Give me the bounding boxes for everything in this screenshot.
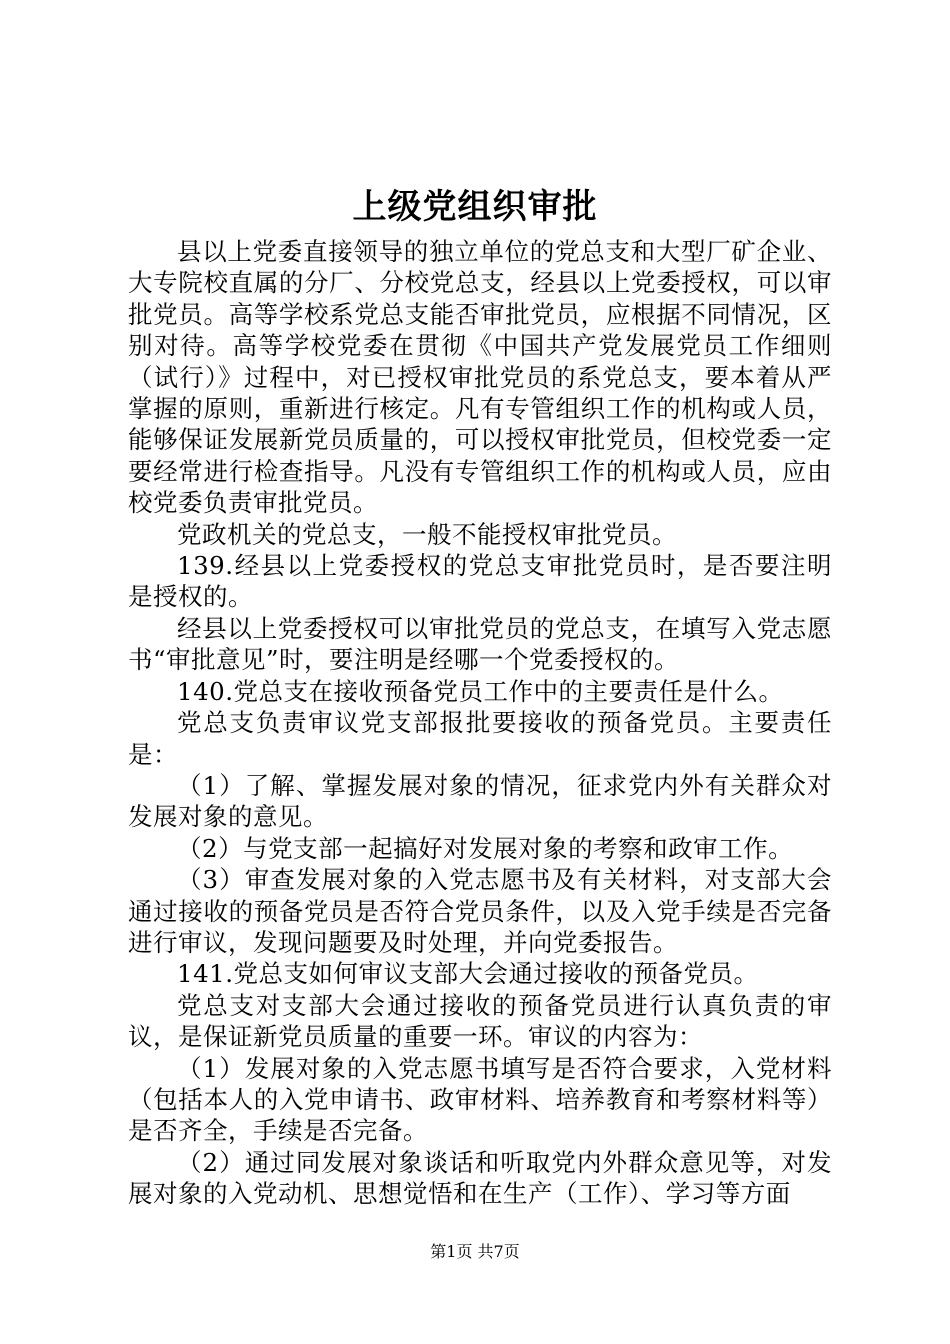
body-paragraph: 县以上党委直接领导的独立单位的党总支和大型厂矿企业、大专院校直属的分厂、分校党总支，经县以上党委授权，可以审批党员。高等学校系党总支能否审批党员，应根据不同情况，区别对待。高等学校党委在贯彻《中国共产党发展党员工作细则（试行）》过程中，对已授权审批党员的系党总支，要本着从严掌握的原则，重新进行核定。凡有专管组织工作的机构或人员，能够保证发展新党员质量的，可以授权审批党员，但校党委一定要经常进行检查指导。凡没有专管组织工作的机构或人员，应由校党委负责审批党员。 — [128, 237, 832, 518]
list-item: （2）通过同发展对象谈话和听取党内外群众意见等，对发展对象的入党动机、思想觉悟和在生产（工作）、学习等方面 — [128, 1147, 832, 1209]
document-body — [128, 236, 832, 1210]
question-heading: 141.党总支如何审议支部大会通过接收的预备党员。 — [177, 959, 759, 989]
body-paragraph: 经县以上党委授权可以审批党员的党总支，在填写入党志愿书“审批意见”时，要注明是经哪一个党委授权的。 — [128, 613, 832, 675]
page-footer: 第1页 共7页 — [430, 1242, 520, 1261]
question-heading: 140.党总支在接收预备党员工作中的主要责任是什么。 — [177, 676, 784, 706]
list-item: （1）了解、掌握发展对象的情况，征求党内外有关群众对发展对象的意见。 — [128, 770, 832, 832]
list-item: （2）与党支部一起搞好对发展对象的考察和政审工作。 — [177, 833, 794, 863]
question-heading: 139.经县以上党委授权的党总支审批党员时，是否要注明是授权的。 — [128, 551, 832, 612]
document-title: 上级党组织审批 — [352, 187, 598, 227]
body-paragraph: 党总支对支部大会通过接收的预备党员进行认真负责的审议，是保证新党员质量的重要一环。审议的内容为： — [128, 990, 832, 1052]
list-item: （3）审查发展对象的入党志愿书及有关材料，对支部大会通过接收的预备党员是否符合党员条件，以及入党手续是否完备进行审议，发现问题要及时处理，并向党委报告。 — [128, 865, 832, 957]
body-paragraph: 党政机关的党总支，一般不能授权审批党员。 — [177, 519, 677, 549]
body-paragraph: 党总支负责审议党支部报批要接收的预备党员。主要责任是： — [128, 708, 832, 769]
list-item: （1）发展对象的入党志愿书填写是否符合要求，入党材料（包括本人的入党申请书、政审材料、培养教育和考察材料等）是否齐全，手续是否完备。 — [128, 1053, 832, 1146]
